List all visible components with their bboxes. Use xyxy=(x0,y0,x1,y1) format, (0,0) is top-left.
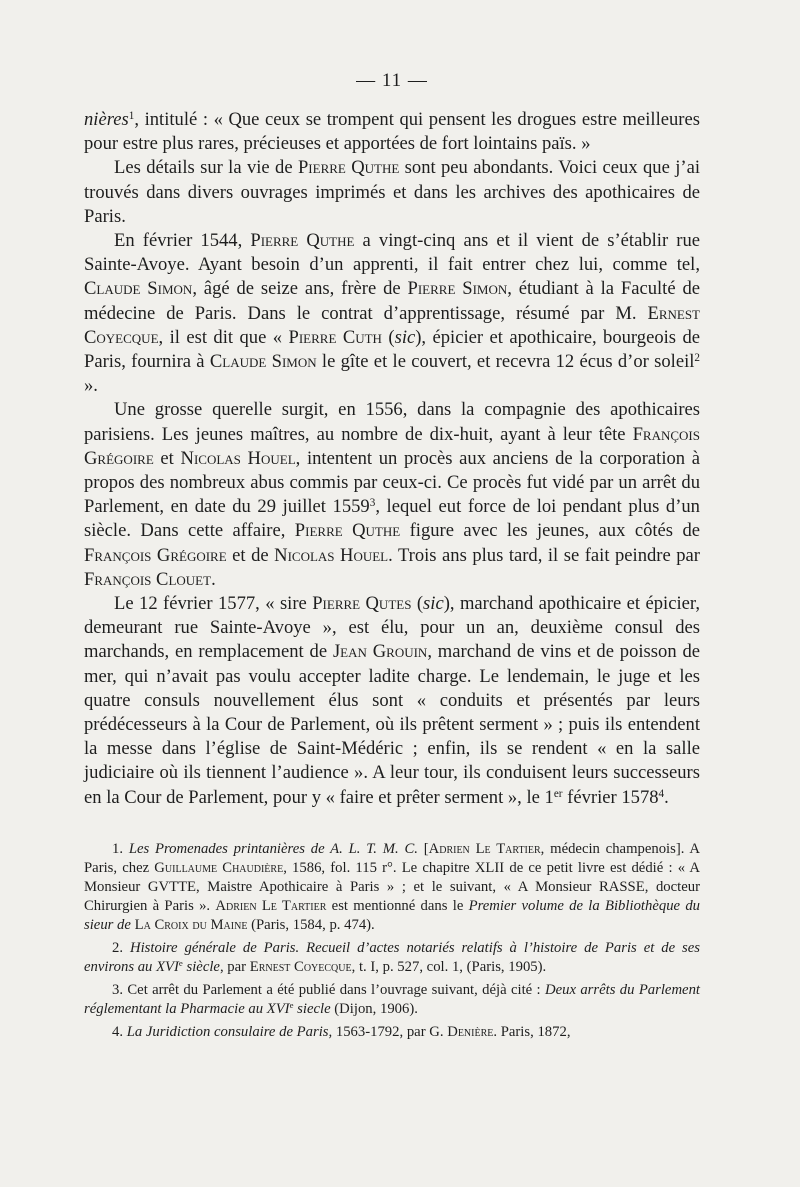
person-name: Jean Grouin xyxy=(332,641,428,663)
person-name: Claude Simon xyxy=(209,351,317,373)
person-name: Pierre Quthe xyxy=(250,230,355,252)
paragraph-3 xyxy=(84,398,700,592)
text: (Paris, 1584, p. 474). xyxy=(247,916,375,933)
text: 1563-1792, par G. xyxy=(332,1023,448,1040)
text: Le 12 février 1577, « sire xyxy=(114,593,313,615)
footnote-number: 3. xyxy=(112,981,128,998)
footnote-1 xyxy=(84,840,700,935)
text: et de xyxy=(226,544,275,566)
footnote-number: 1. xyxy=(112,840,129,857)
person-name: Pierre Quthe xyxy=(294,520,401,542)
person-name: Adrien Le Tartier xyxy=(428,840,541,857)
text: En février 1544, xyxy=(114,230,251,252)
person-name: Nicolas Houel xyxy=(180,447,296,469)
book-page xyxy=(84,70,700,1046)
person-name: Ernest Coyecque xyxy=(249,958,352,975)
text: ». xyxy=(84,375,98,397)
text: Cet arrêt du Parlement a été publié dans l’ouvrage suivant, déjà cité : xyxy=(127,981,545,998)
text: . xyxy=(211,568,216,590)
footnote-ref: 4 xyxy=(658,787,665,800)
text: , âgé de seize ans, frère de xyxy=(192,278,408,300)
text: , médecin champenois]. A Paris, chez xyxy=(84,840,700,876)
text-italic: Deux arrêts du Parlement réglementant la Pharmacie au XVI xyxy=(84,981,700,1017)
person-name: Pierre Quthe xyxy=(297,157,400,179)
text: est mentionné dans le xyxy=(326,897,469,914)
main-text xyxy=(84,108,700,810)
text: , marchand de vins et de poisson de mer, qui n’avait pas voulu accepter ladite charge. Le lendemain, le juge et les quatre consuls nouvellement élus sont « conduits et présentés par leurs prédécesseurs à la Cour de Parlement, où ils prêtent serment » ; puis ils entendent la messe dans l’église de Saint-Médéric ; enfin, ils se rendent « en la salle judiciaire où ils tiennent l’audience ». A leur tour, ils conduisent leurs successeurs en la Cour de Parlement, pour y « faire et prêter serment », le 1 xyxy=(84,641,700,808)
page-number: — 11 — xyxy=(356,70,428,91)
footnote-2 xyxy=(84,939,700,977)
text: , par xyxy=(219,958,250,975)
person-name: Nicolas Houel xyxy=(274,544,389,566)
footnote-ref: 2 xyxy=(694,351,700,364)
text-italic: siecle xyxy=(293,1000,331,1017)
text-italic: Premier volume de la Bibliothèque du sieur de xyxy=(84,897,701,933)
person-name: François Grégoire xyxy=(84,423,700,469)
text-italic: siècle xyxy=(182,958,220,975)
text: sont peu abondants. Voici ceux que j’ai trouvés dans divers ouvrages imprimés et dans les archives des apothicaires de Paris. xyxy=(84,157,700,227)
text: [ xyxy=(417,840,429,857)
superscript: e xyxy=(289,1000,294,1011)
text: Les détails sur la vie de xyxy=(114,157,298,179)
text: , 1586, fol. 115 r°. Le chapitre XLII de ce petit livre est dédié : « A Monsieur GVTTE, Maistre Apothicaire à Paris » ; et le suivant, « A Monsieur RASSE, docteur Chirurgien à Paris ». xyxy=(84,859,701,914)
text-italic: Histoire générale de Paris. Recueil d’actes notariés relatifs à l’histoire de Paris et de ses environs au XVI xyxy=(84,939,700,975)
text: figure avec les jeunes, aux côtés de xyxy=(400,520,700,542)
paragraph-2 xyxy=(84,229,700,398)
text: . Paris, 1872, xyxy=(493,1023,571,1040)
footnote-number: 4. xyxy=(112,1023,127,1040)
text: , intitulé : « Que ceux se trompent qui pensent les drogues estre meilleures pour estre plus rares, précieuses et apportées de fort lointains païs. » xyxy=(84,109,700,155)
paragraph-4 xyxy=(84,592,700,810)
text: et xyxy=(153,447,181,469)
text-italic: sic xyxy=(423,593,444,615)
text-italic: sic xyxy=(394,326,416,348)
text: . xyxy=(664,786,669,808)
text: , t. I, p. 527, col. 1, (Paris, 1905). xyxy=(351,958,547,975)
person-name: Claude Simon xyxy=(84,278,193,300)
text-italic: Les Promenades printanières de A. L. T. M. C. xyxy=(128,840,418,857)
person-name: François Clouet xyxy=(84,568,212,590)
text-italic: nières xyxy=(84,109,129,130)
person-name: Pierre Simon xyxy=(407,278,508,300)
person-name: Pierre Qutes xyxy=(312,593,412,615)
text: (Dijon, 1906). xyxy=(330,1000,418,1017)
paragraph-0 xyxy=(84,108,700,156)
text: février 1578 xyxy=(562,786,659,808)
footnote-ref: 1 xyxy=(128,109,135,122)
text: , il est dit que « xyxy=(158,326,289,348)
paragraph-1 xyxy=(84,156,700,229)
text-italic: La Juridiction consulaire de Paris, xyxy=(126,1023,333,1040)
superscript: er xyxy=(553,787,563,800)
person-name: Ernest Coyecque xyxy=(84,302,700,348)
person-name: La Croix du Maine xyxy=(134,916,248,933)
text: a vingt-cinq ans et il vient de s’établir rue Sainte-Avoye. Ayant besoin d’un apprenti, il fait entrer chez lui, comme tel, xyxy=(84,230,700,276)
footnote-4 xyxy=(84,1023,700,1042)
text: . Trois ans plus tard, il se fait peindre par xyxy=(388,544,700,566)
footnote-ref: 3 xyxy=(369,497,376,510)
person-name: Adrien Le Tartier xyxy=(215,897,327,914)
person-name: François Grégoire xyxy=(84,544,227,566)
text: ( xyxy=(381,326,395,348)
text: le gîte et le couvert, et recevra 12 écus d’or soleil xyxy=(316,351,695,373)
person-name: Denière xyxy=(447,1023,494,1040)
footnote-3 xyxy=(84,981,700,1019)
person-name: Pierre Cuth xyxy=(288,326,382,348)
footnotes xyxy=(84,840,700,1042)
text: Une grosse querelle surgit, en 1556, dans la compagnie des apothicaires parisiens. Les jeunes maîtres, au nombre de dix-huit, ayant à leur tête xyxy=(84,399,700,445)
footnote-number: 2. xyxy=(112,939,130,956)
text: ), marchand apothicaire et épicier, demeurant rue Sainte-Avoye », est élu, pour un an, deuxième consul des marchands, en remplacement de xyxy=(84,593,700,663)
text: ( xyxy=(411,593,424,615)
superscript: e xyxy=(178,958,183,969)
text: , intentent un procès aux anciens de la corporation à propos des nombreux abus commis par ceux-ci. Ce procès fut vidé par un arrêt du Parlement, en date du 29 juillet 1559 xyxy=(84,447,700,518)
text: , étudiant à la Faculté de médecine de Paris. Dans le contrat d’apprentissage, résumé par M. xyxy=(84,278,700,324)
person-name: Guillaume Chaudière xyxy=(154,859,284,876)
text: , lequel eut force de loi pendant plus d’un siècle. Dans cette affaire, xyxy=(84,496,700,542)
text: ), épicier et apothicaire, bourgeois de Paris, fournira à xyxy=(84,326,700,373)
